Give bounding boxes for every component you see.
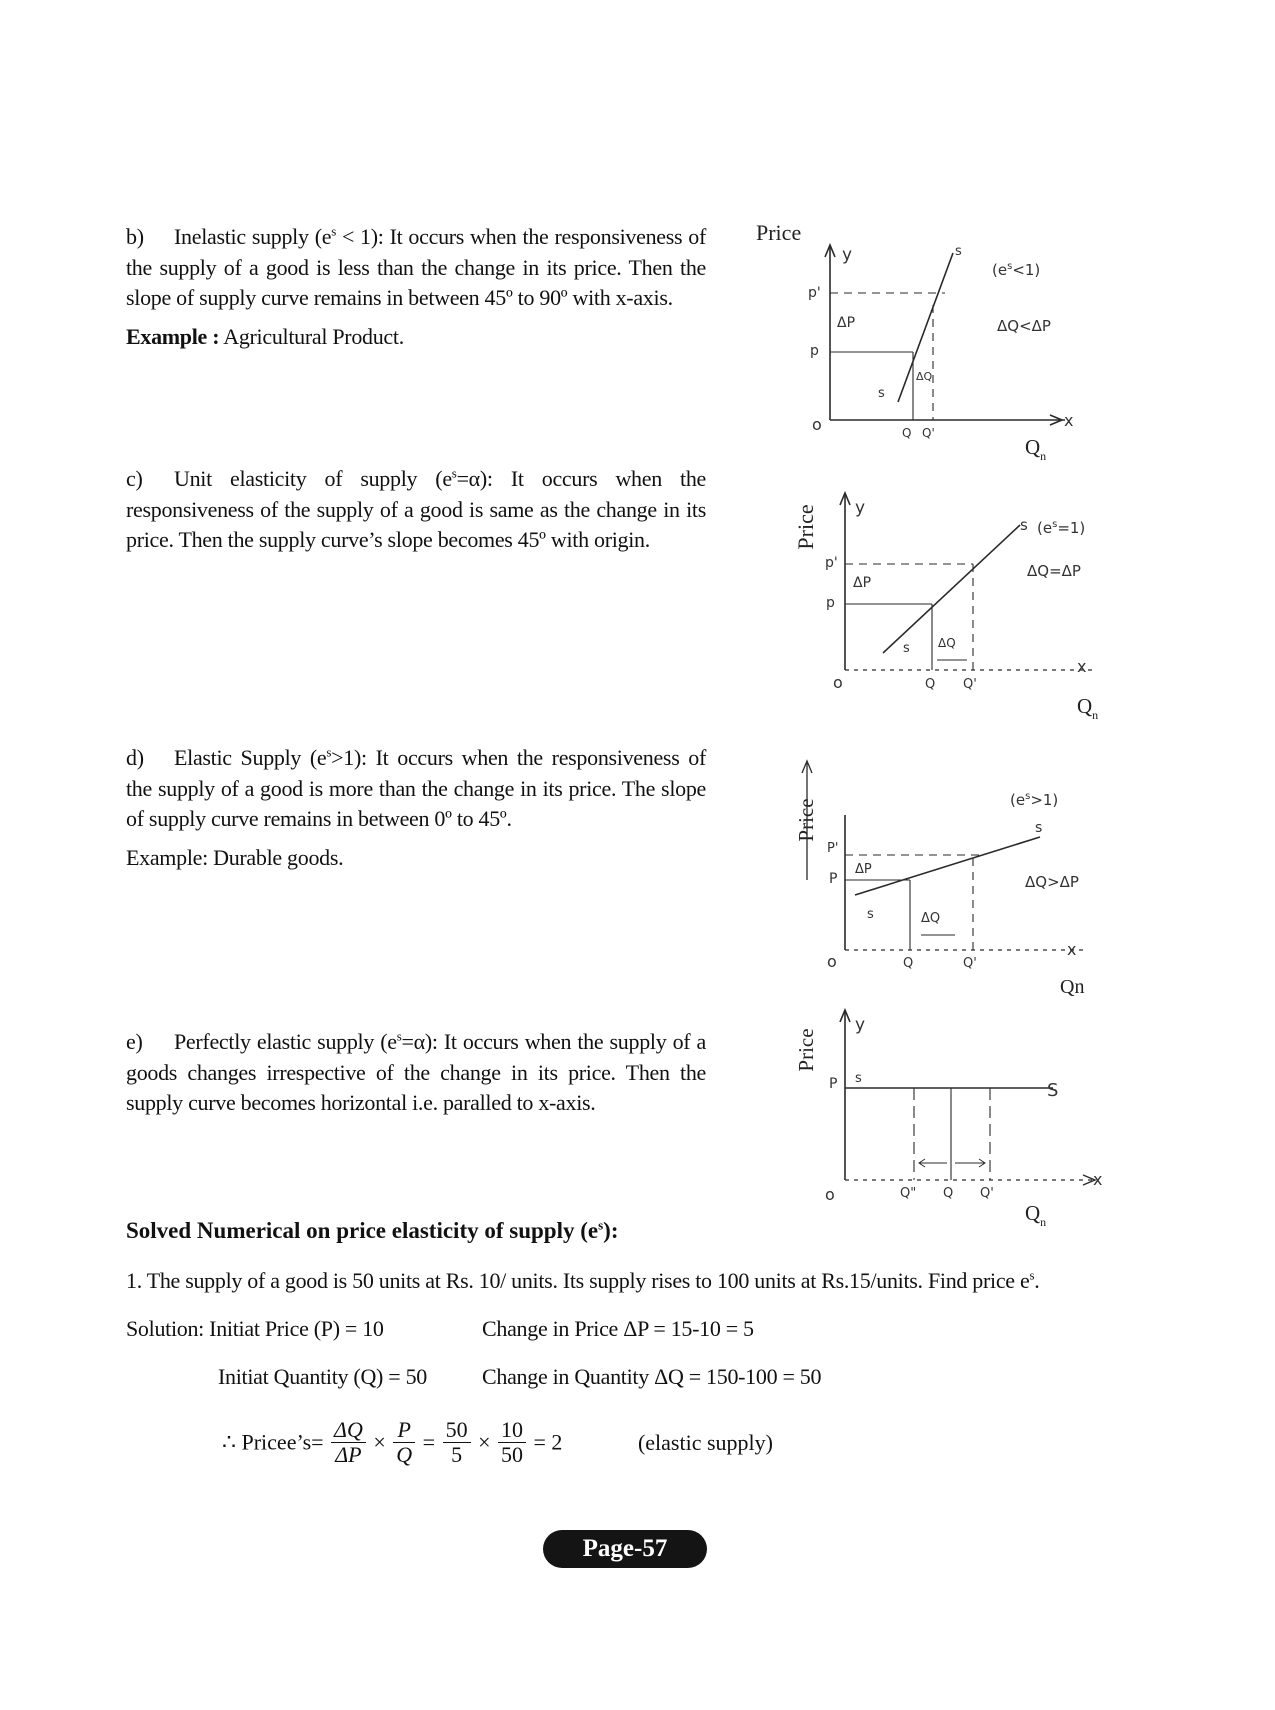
d1-condition: $(e^s<1)$ xyxy=(992,261,1041,279)
d1-q-label: Q xyxy=(902,426,912,440)
d1-y-label: y xyxy=(842,245,853,265)
formula-result: = 2 xyxy=(533,1429,563,1455)
d3-s-top: s xyxy=(1035,820,1043,836)
d2-price-label: Price xyxy=(793,504,818,550)
d1-qn-label: $Q_n$ xyxy=(1025,435,1047,463)
change-in-price: Change in Price ΔP = 15-10 = 5 xyxy=(482,1316,754,1341)
section-b-text xyxy=(126,222,706,352)
section-e-text xyxy=(126,1027,706,1119)
d2-p1-label: p' xyxy=(825,555,838,571)
d2-qn-label: $Q_n$ xyxy=(1077,694,1099,722)
d3-s-low: s xyxy=(867,907,874,922)
d1-price-label: Price xyxy=(756,220,802,245)
d2-p-label: p xyxy=(826,595,835,611)
perfectly-elastic-supply-diagram xyxy=(795,1000,1115,1240)
section-b-label: b) xyxy=(126,224,144,249)
fraction-50-5: $\frac{50}{5}$ xyxy=(443,1418,471,1467)
section-b-lead: Inelastic supply (e xyxy=(174,224,332,249)
d3-q1-label: Q' xyxy=(963,956,977,971)
d3-dp-label: ΔP xyxy=(855,862,872,877)
d4-q2-label: Q" xyxy=(900,1186,917,1201)
section-e-lead: Perfectly elastic supply (e xyxy=(174,1029,397,1054)
d3-x-label: x xyxy=(1067,940,1077,959)
d4-q1-label: Q' xyxy=(980,1186,994,1201)
d2-x-label: x xyxy=(1077,657,1087,676)
d1-relation: ΔQ<ΔP xyxy=(997,317,1051,335)
section-e-body: =α): It occurs when the supply of a goods changes irrespective of the change in its price. Then the supply curve becomes horizontal i.e. paralled to x-axis. xyxy=(126,1029,706,1115)
section-d-lead: Elastic Supply (e xyxy=(174,745,327,770)
d4-x-label: x xyxy=(1093,1170,1103,1189)
section-b-body: < 1): It occurs when the responsiveness of the supply of a good is less than the change in its price. Then the slope of supply curve remains in between 45º to 90º with x-axis. xyxy=(126,224,706,310)
elasticity-formula xyxy=(222,1418,773,1467)
equals-sign: = xyxy=(422,1429,436,1455)
d3-supply-curve xyxy=(855,837,1040,895)
d2-origin: o xyxy=(833,673,843,692)
formula-lead: ∴ Pricee’s= xyxy=(222,1429,324,1455)
fraction-dq-dp: $\frac{\Delta Q}{\Delta P}$ xyxy=(331,1418,366,1467)
section-c-sup: s xyxy=(451,465,457,481)
d4-qn-label: $Q_n$ xyxy=(1025,1201,1047,1229)
section-b-sup: s xyxy=(331,223,336,239)
section-c-body: =α): It occurs when the responsiveness of the supply of a good is same as the change in its price. Then the supply curve’s slope becomes 45º with origin. xyxy=(126,466,706,552)
d3-condition: $(e^s>1)$ xyxy=(1010,791,1059,809)
d3-qn-label: Qn xyxy=(1060,976,1085,998)
fraction-p-q: $\frac{P}{Q}$ xyxy=(393,1418,415,1467)
section-e-label: e) xyxy=(126,1029,143,1054)
d4-y-label: y xyxy=(855,1015,866,1035)
d3-dq-label: ΔQ xyxy=(921,911,941,926)
d2-q1-label: Q' xyxy=(963,677,977,692)
fraction-10-50: $\frac{10}{50}$ xyxy=(498,1418,526,1467)
d4-s-right: S xyxy=(1047,1080,1059,1101)
d1-s-low: s xyxy=(878,386,885,401)
d1-p-label: p xyxy=(810,343,819,359)
d3-p-label: P xyxy=(829,871,838,887)
d2-dp-label: ΔP xyxy=(853,575,872,591)
d1-dq-label: ΔQ xyxy=(916,370,933,383)
d2-y-label: y xyxy=(855,498,866,518)
d3-relation: ΔQ>ΔP xyxy=(1025,873,1079,891)
initial-quantity: Initiat Quantity (Q) = 50 xyxy=(218,1364,427,1389)
d4-s-left: s xyxy=(855,1071,862,1086)
section-c-lead: Unit elasticity of supply (e xyxy=(174,466,452,491)
section-d-example: Example: Durable goods. xyxy=(126,844,344,870)
section-d-text xyxy=(126,743,706,873)
d1-dp-label: ΔP xyxy=(837,315,856,331)
section-b-example-text: Agricultural Product. xyxy=(219,323,404,349)
section-d-label: d) xyxy=(126,745,144,770)
d2-relation: ΔQ=ΔP xyxy=(1027,562,1081,580)
numerical-question: 1. The supply of a good is 50 units at Rs. 10/ units. Its supply rises to 100 units at Rs.15/units. Find price $e^s$. xyxy=(126,1267,1040,1293)
d3-origin: o xyxy=(827,952,837,971)
d2-q-label: Q xyxy=(925,677,936,692)
section-d-sup: s xyxy=(326,744,332,760)
d1-q1-label: Q' xyxy=(922,426,935,440)
solution-price: Solution: Initiat Price (P) = 10 xyxy=(126,1316,384,1341)
section-c-text xyxy=(126,464,706,556)
d3-price-label: Price xyxy=(794,798,818,842)
d1-p1-label: p' xyxy=(808,285,821,301)
d4-origin: o xyxy=(825,1185,835,1204)
d3-p1-label: P' xyxy=(827,841,839,856)
d2-supply-curve xyxy=(883,525,1020,653)
d4-q-label: Q xyxy=(943,1186,954,1201)
d1-origin: o xyxy=(812,415,822,434)
section-b-example-label: Example : xyxy=(126,323,220,349)
d2-s-top: s xyxy=(1020,516,1028,534)
section-d-body: >1): It occurs when the responsiveness of the supply of a good is more than the change in its price. The slope of supply curve remains in between 0º to 45º. xyxy=(126,745,706,831)
d3-q-label: Q xyxy=(903,956,914,971)
page-number-badge: Page-57 xyxy=(543,1530,707,1568)
section-c-label: c) xyxy=(126,466,143,491)
times-sign: × xyxy=(373,1429,386,1455)
d4-price-label: Price xyxy=(794,1028,818,1072)
unit-elastic-supply-diagram xyxy=(795,475,1115,725)
times-sign-2: × xyxy=(478,1429,491,1455)
inelastic-supply-diagram xyxy=(750,215,1110,465)
d4-p-label: P xyxy=(829,1076,838,1092)
section-e-sup: s xyxy=(396,1028,402,1044)
d1-s-top: s xyxy=(955,244,962,259)
d2-dq-label: ΔQ xyxy=(938,636,956,650)
d2-s-low: s xyxy=(903,641,910,656)
formula-note: (elastic supply) xyxy=(637,1429,773,1455)
change-in-quantity: Change in Quantity ΔQ = 150-100 = 50 xyxy=(482,1364,822,1389)
numerical-title: Solved Numerical on price elasticity of supply $(e^s)$: xyxy=(126,1217,619,1243)
d2-condition: $(e^s=1)$ xyxy=(1037,519,1086,537)
elastic-supply-diagram xyxy=(794,755,1115,998)
d1-x-label: x xyxy=(1064,411,1074,430)
